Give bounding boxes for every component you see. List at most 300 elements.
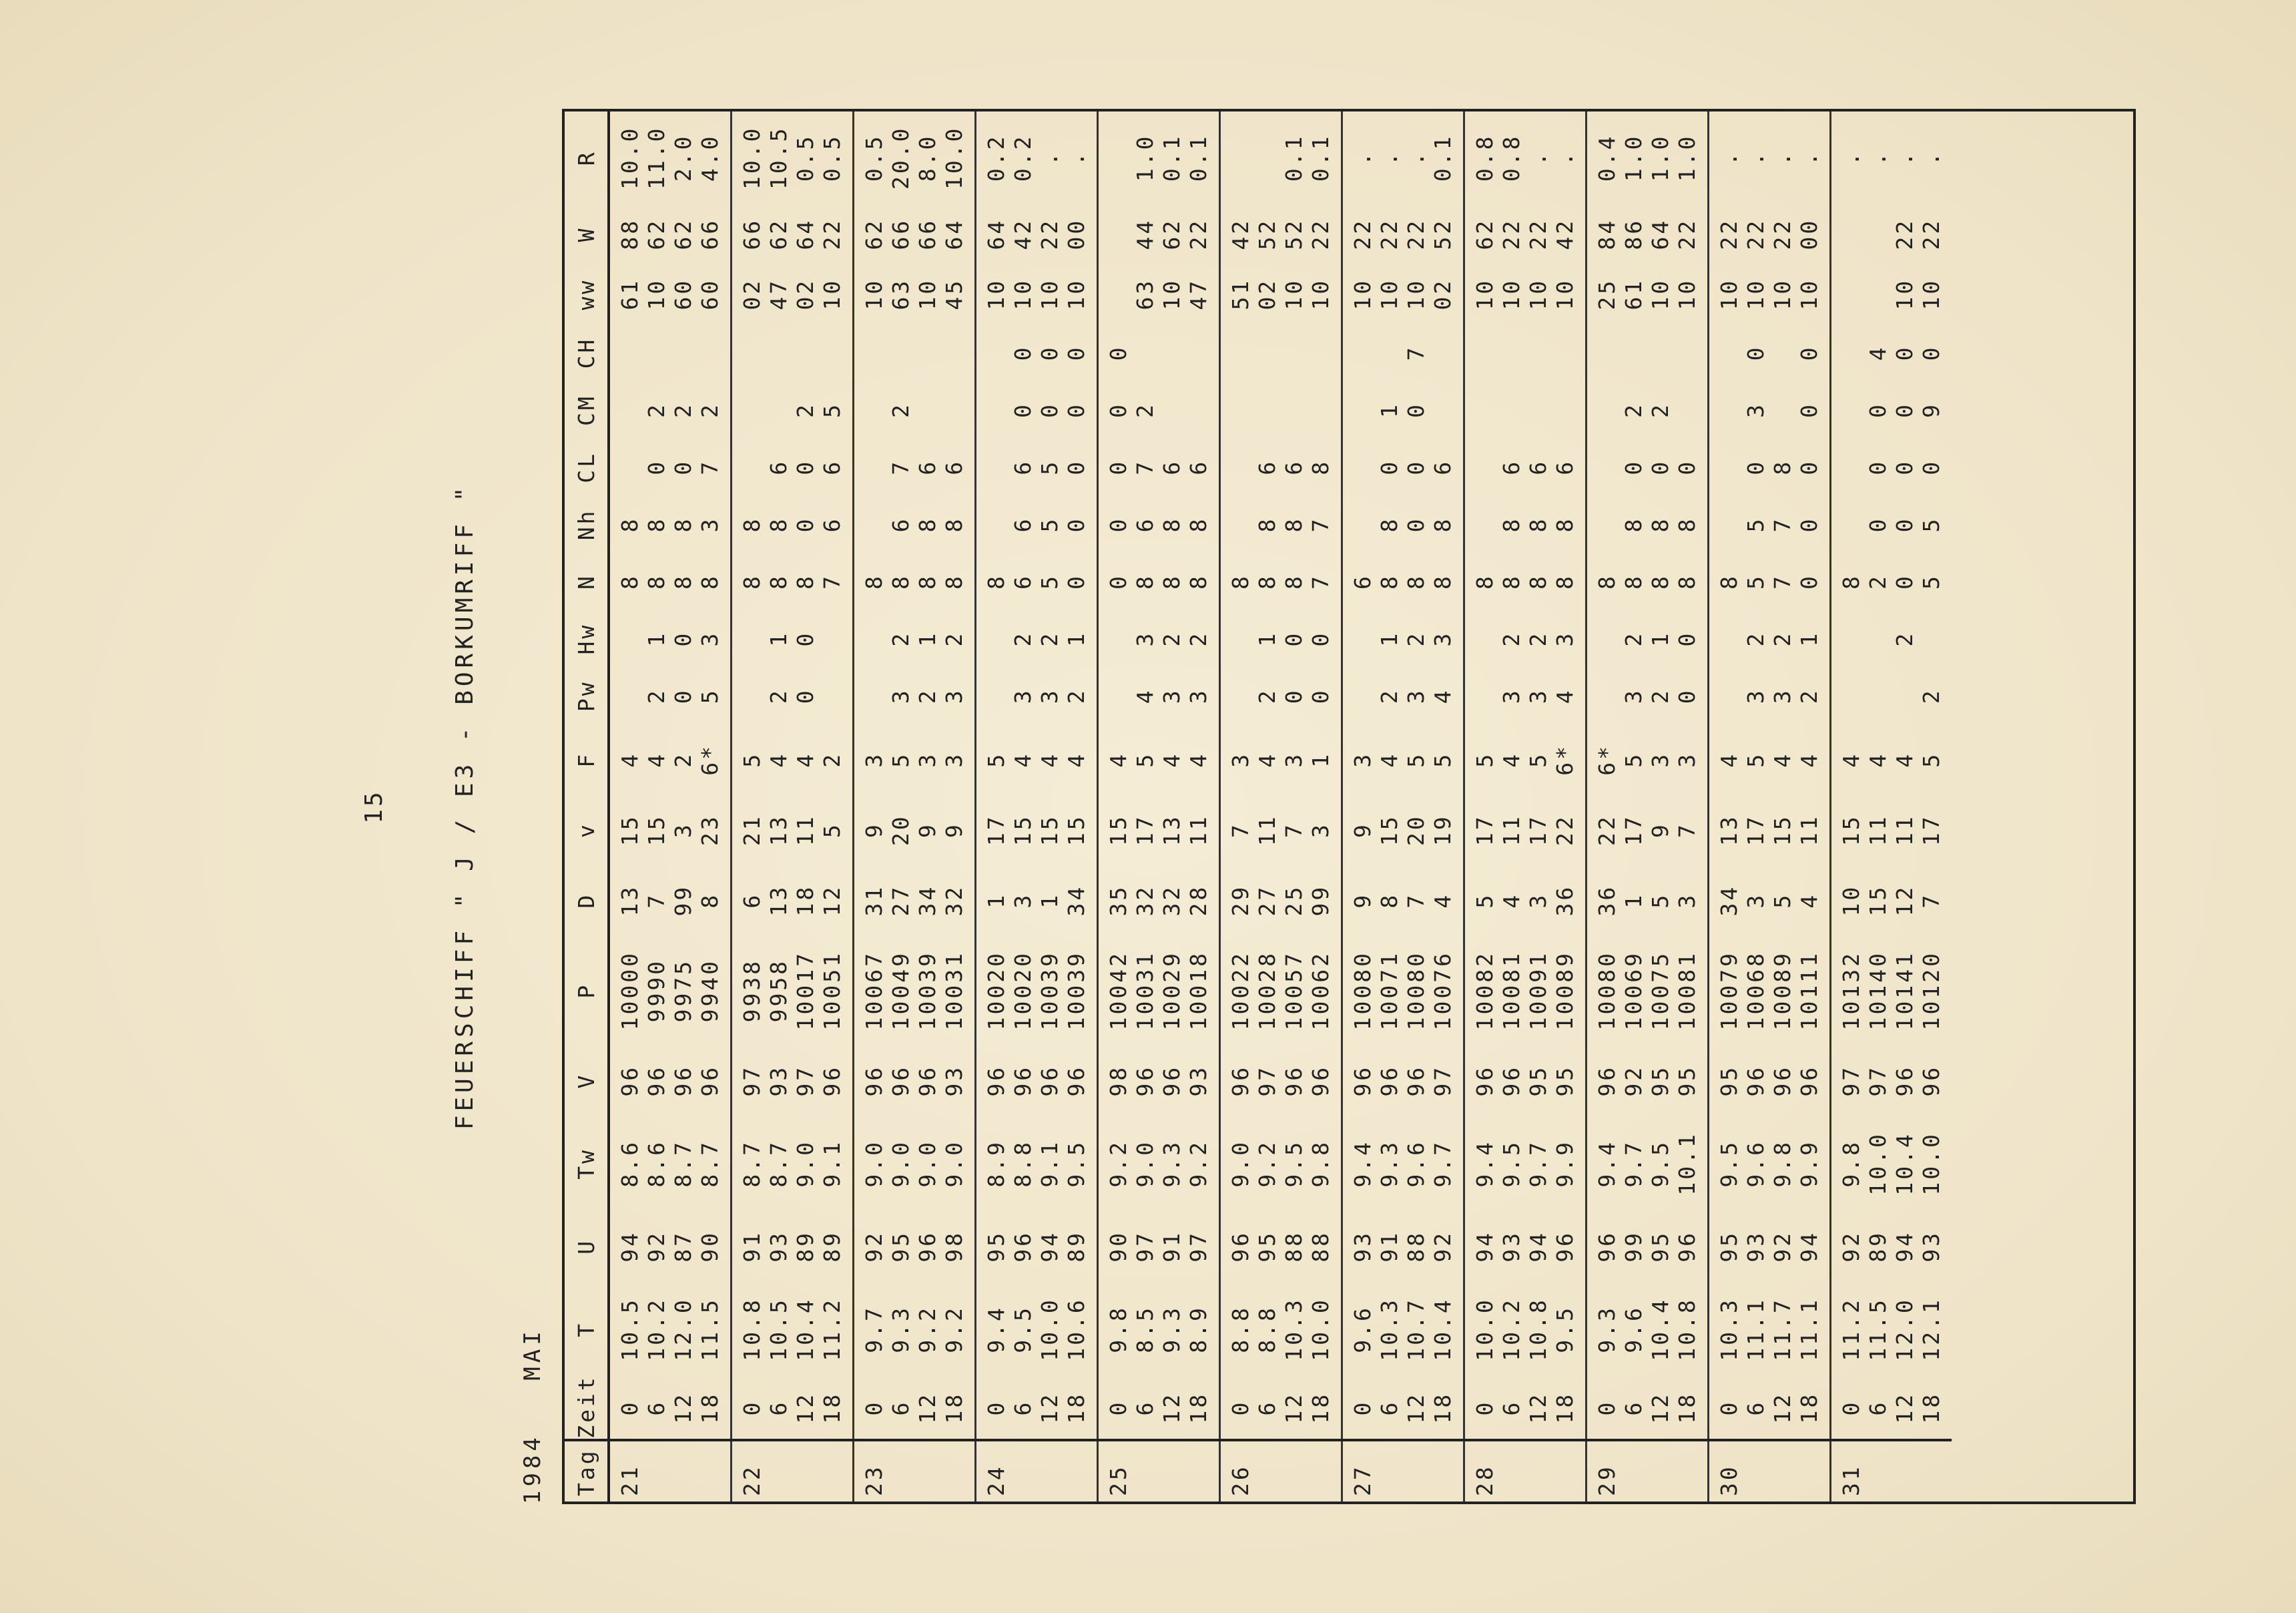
cell-value <box>983 439 1010 496</box>
cell-value: 4 <box>1430 892 1456 909</box>
cell-d <box>609 865 732 935</box>
cell-value: 3 <box>1674 892 1700 909</box>
cell-value: 92 <box>643 1230 669 1262</box>
cell-value: 11 <box>1796 814 1822 847</box>
cell-zeit <box>1709 1377 1831 1439</box>
cell-value <box>617 381 643 439</box>
cell-value: 5 <box>1403 751 1429 768</box>
cell-cm <box>609 381 732 439</box>
cell-u <box>1587 1211 1709 1281</box>
cell-v <box>1342 795 1464 865</box>
cell-pw <box>854 667 976 724</box>
cell-value: 2 <box>1796 688 1822 704</box>
cell-value <box>914 324 941 382</box>
cell-n <box>1098 553 1220 610</box>
cell-value: 10.0 <box>739 126 765 190</box>
cell-value: . <box>1769 150 1795 166</box>
cell-value: 44 <box>1132 218 1158 250</box>
column-header-ch: CH <box>565 324 609 382</box>
cell-value: 1 <box>1796 630 1822 647</box>
cell-value: 2 <box>1621 402 1647 419</box>
cell-value: . <box>1376 150 1402 166</box>
day-tag: 31 <box>1831 1440 1952 1502</box>
cell-r <box>1464 111 1587 204</box>
cell-value: 9 <box>941 822 967 839</box>
cell-value <box>1254 381 1281 439</box>
cell-value <box>1865 667 1892 724</box>
cell-value: 15 <box>1037 814 1063 847</box>
cell-pw <box>1831 667 1952 724</box>
cell-value: 10.4 <box>792 1297 818 1361</box>
cell-value: 10 <box>1037 278 1063 310</box>
cell-u <box>1220 1211 1342 1281</box>
cell-value: 95 <box>1647 1064 1673 1097</box>
cell-value: 8 <box>888 573 914 590</box>
cell-value: 6 <box>1254 459 1280 475</box>
cell-value: 64 <box>983 218 1009 250</box>
cell-value: 96 <box>1743 1064 1769 1097</box>
cell-value: 99 <box>1308 884 1334 917</box>
cell-value: 4 <box>1159 751 1185 768</box>
cell-value <box>1430 381 1456 439</box>
cell-value <box>888 324 914 382</box>
cell-v <box>1464 795 1587 865</box>
cell-value: 11.0 <box>643 126 669 190</box>
cell-value <box>1227 324 1254 382</box>
cell-t <box>1342 1282 1464 1377</box>
cell-value: 10.5 <box>617 1297 643 1361</box>
cell-value <box>617 667 643 724</box>
cell-value: 10080 <box>1350 951 1376 1031</box>
cell-zeit <box>854 1377 976 1439</box>
cell-ch <box>1587 324 1709 382</box>
cell-value: 20 <box>888 814 914 847</box>
cell-w <box>609 204 732 264</box>
cell-value: 12 <box>1647 1391 1673 1424</box>
cell-value: 0 <box>1063 516 1089 533</box>
cell-value: 8 <box>861 573 887 590</box>
cell-value: 9.0 <box>1227 1140 1253 1188</box>
cell-value: 10081 <box>1498 951 1524 1031</box>
cell-value: 10042 <box>1105 951 1131 1031</box>
cell-value: 12 <box>1403 1391 1429 1424</box>
cell-value: 62 <box>861 218 887 250</box>
cell-value: 0 <box>792 459 818 475</box>
cell-value <box>941 324 968 382</box>
cell-value: 0 <box>1838 1399 1864 1416</box>
cell-value: 9.5 <box>1552 1305 1578 1353</box>
cell-hw <box>1342 610 1464 668</box>
day-tag: 21 <box>609 1440 732 1502</box>
cell-value: 0 <box>1716 1399 1742 1416</box>
cell-value: 95 <box>1552 1064 1578 1097</box>
cell-value <box>1594 381 1621 439</box>
cell-value: 2 <box>1185 630 1211 647</box>
cell-value: 15 <box>1838 814 1864 847</box>
cell-value: 96 <box>1594 1064 1620 1097</box>
cell-u <box>1831 1211 1952 1281</box>
cell-p <box>1587 935 1709 1046</box>
column-header-cm: CM <box>565 381 609 439</box>
cell-hw <box>976 610 1098 668</box>
cell-value: 15 <box>1769 814 1795 847</box>
cell-value: 2 <box>643 688 669 704</box>
cell-value: 4 <box>1105 751 1131 768</box>
cell-value: 12 <box>1892 1391 1918 1424</box>
cell-value: . <box>1350 150 1376 166</box>
cell-value: 6 <box>819 459 845 475</box>
cell-value: 9940 <box>697 958 723 1023</box>
cell-value: 0 <box>670 688 696 704</box>
cell-hw <box>1464 610 1587 668</box>
cell-value: 84 <box>1594 218 1620 250</box>
cell-value <box>1838 667 1865 724</box>
cell-ch <box>1342 324 1464 382</box>
cell-value <box>643 324 670 382</box>
cell-value: 0 <box>1227 1399 1253 1416</box>
day-tag: 28 <box>1464 1440 1587 1502</box>
cell-value: 0.1 <box>1281 134 1307 182</box>
cell-d <box>1220 865 1342 935</box>
cell-value: 8 <box>1716 573 1742 590</box>
cell-value: 8.7 <box>670 1140 696 1188</box>
cell-tw <box>1342 1116 1464 1211</box>
cell-value: 17 <box>1918 814 1944 847</box>
cell-value: 18 <box>819 1391 845 1424</box>
cell-value <box>617 439 643 496</box>
day-tag: 30 <box>1709 1440 1831 1502</box>
day-row-24 <box>976 111 1098 1502</box>
cell-value: 0 <box>1594 1399 1620 1416</box>
cell-value <box>1865 264 1892 324</box>
cell-ww <box>1464 264 1587 324</box>
cell-value: 5 <box>1472 892 1498 909</box>
cell-value <box>1865 610 1892 668</box>
cell-value: 22 <box>1716 218 1742 250</box>
cell-value <box>983 381 1010 439</box>
cell-value: 9.3 <box>1159 1140 1185 1188</box>
cell-value: 9.3 <box>1376 1140 1402 1188</box>
cell-value: 97 <box>739 1064 765 1097</box>
cell-ch <box>1709 324 1831 382</box>
cell-value: 19 <box>1430 814 1456 847</box>
cell-value: 22 <box>1403 218 1429 250</box>
cell-value: 6 <box>1159 459 1185 475</box>
cell-value: 9.5 <box>1281 1140 1307 1188</box>
column-header-v: v <box>565 795 609 865</box>
cell-value: 10089 <box>1769 951 1795 1031</box>
cell-cm <box>1220 381 1342 439</box>
cell-value: 3 <box>1743 688 1769 704</box>
cell-value: 8 <box>670 573 696 590</box>
cell-value: 0 <box>1892 516 1918 533</box>
day-row-28 <box>1464 111 1587 1502</box>
cell-value: 6 <box>1254 1399 1280 1416</box>
cell-ww <box>609 264 732 324</box>
cell-ch <box>1831 324 1952 382</box>
day-row-26 <box>1220 111 1342 1502</box>
cell-value: 10.0 <box>941 126 967 190</box>
cell-value: 12 <box>1525 1391 1551 1424</box>
cell-value: 8 <box>617 573 643 590</box>
cell-value: 0 <box>617 1399 643 1416</box>
month: MAI <box>519 1327 546 1381</box>
cell-value: 02 <box>792 278 818 310</box>
cell-value <box>1838 381 1865 439</box>
cell-value: 29 <box>1227 884 1253 917</box>
cell-value: 62 <box>643 218 669 250</box>
cell-nh <box>854 496 976 553</box>
cell-value: 0 <box>1105 1399 1131 1416</box>
cell-value: 1 <box>1647 630 1673 647</box>
cell-value: 96 <box>914 1064 940 1097</box>
cell-value <box>1865 204 1892 264</box>
cell-value <box>1716 610 1743 668</box>
cell-value: 1.0 <box>1674 134 1700 182</box>
cell-value: 4 <box>643 751 669 768</box>
cell-value: 0.5 <box>819 134 845 182</box>
cell-value: 42 <box>1010 218 1036 250</box>
cell-value: 66 <box>914 218 940 250</box>
cell-value: 10141 <box>1892 951 1918 1031</box>
cell-value: 10062 <box>1308 951 1334 1031</box>
cell-value: 22 <box>1594 814 1620 847</box>
cell-value: 10 <box>1376 278 1402 310</box>
cell-t <box>1587 1282 1709 1377</box>
cell-value: 10.8 <box>1525 1297 1551 1361</box>
cell-value: 4 <box>1132 688 1158 704</box>
cell-value: 4.0 <box>697 134 723 182</box>
cell-value: 92 <box>1430 1230 1456 1262</box>
weather-observation-table <box>565 111 1952 1502</box>
cell-value <box>1350 496 1376 553</box>
cell-cl <box>732 439 854 496</box>
column-header-cl: CL <box>565 439 609 496</box>
cell-value: 10 <box>1525 278 1551 310</box>
cell-p <box>609 935 732 1046</box>
cell-value <box>1132 324 1159 382</box>
column-header-w: W <box>565 204 609 264</box>
cell-value: 94 <box>1892 1230 1918 1262</box>
cell-value: 10020 <box>1010 951 1036 1031</box>
cell-value <box>1716 496 1743 553</box>
cell-value: 15 <box>1010 814 1036 847</box>
cell-value: 2 <box>941 630 967 647</box>
cell-value: 12.1 <box>1918 1297 1944 1361</box>
cell-value <box>1105 111 1132 204</box>
cell-value: 9.1 <box>1037 1140 1063 1188</box>
cell-value: 8 <box>1594 573 1620 590</box>
cell-value: 15 <box>1865 884 1891 917</box>
cell-value: 8 <box>766 573 792 590</box>
cell-value: 0 <box>792 688 818 704</box>
cell-value: 10.0 <box>1865 1132 1891 1196</box>
cell-v <box>1831 1046 1952 1116</box>
cell-value: 3 <box>1350 751 1376 768</box>
cell-value: 5 <box>1525 751 1551 768</box>
cell-value: 89 <box>819 1230 845 1262</box>
day-tag: 27 <box>1342 1440 1464 1502</box>
cell-f <box>1831 724 1952 794</box>
cell-value: 8 <box>914 573 940 590</box>
table-header-row <box>565 111 609 1502</box>
cell-value: 10029 <box>1159 951 1185 1031</box>
cell-value: 4 <box>1796 751 1822 768</box>
cell-value: 8.0 <box>914 134 940 182</box>
cell-value: 8.7 <box>766 1140 792 1188</box>
cell-value: 0.2 <box>1010 134 1036 182</box>
cell-value: 3 <box>1743 402 1769 419</box>
cell-value: 18 <box>1796 1391 1822 1424</box>
cell-f <box>1709 724 1831 794</box>
cell-tw <box>1220 1116 1342 1211</box>
cell-value: 11 <box>1254 814 1280 847</box>
column-header-tag: Tag <box>565 1440 609 1502</box>
cell-value: 0.5 <box>861 134 887 182</box>
cell-value: 0.1 <box>1159 134 1185 182</box>
cell-value: 2 <box>1132 402 1158 419</box>
cell-d <box>1464 865 1587 935</box>
cell-value: 96 <box>1918 1064 1944 1097</box>
cell-value: 8 <box>643 516 669 533</box>
cell-value: 66 <box>697 218 723 250</box>
cell-value: 9.6 <box>1350 1305 1376 1353</box>
cell-n <box>1709 553 1831 610</box>
cell-value <box>1552 381 1579 439</box>
cell-value: 4 <box>1769 751 1795 768</box>
document-title: FEUERSCHIFF " J / E3 - BORKUMRIFF " <box>451 483 479 1130</box>
cell-value <box>1525 381 1552 439</box>
cell-value: 15 <box>1376 814 1402 847</box>
cell-value: 17 <box>1621 814 1647 847</box>
cell-value: 0 <box>1865 459 1891 475</box>
cell-value: 32 <box>1132 884 1158 917</box>
cell-value: 10.3 <box>1281 1297 1307 1361</box>
cell-value: 10082 <box>1472 951 1498 1031</box>
cell-value: 6 <box>1552 459 1578 475</box>
cell-value: 6 <box>1743 1399 1769 1416</box>
cell-value: 8.9 <box>1185 1305 1211 1353</box>
cell-value: 8 <box>1525 516 1551 533</box>
cell-value: 9.0 <box>888 1140 914 1188</box>
cell-value: 6 <box>1350 573 1376 590</box>
cell-nh <box>1098 496 1220 553</box>
cell-value: 93 <box>1498 1230 1524 1262</box>
cell-ww <box>1709 264 1831 324</box>
cell-v <box>1587 795 1709 865</box>
cell-value: 0 <box>1063 459 1089 475</box>
cell-value: 11.1 <box>1743 1297 1769 1361</box>
cell-value <box>1227 439 1254 496</box>
day-row-29 <box>1587 111 1709 1502</box>
cell-v <box>1098 795 1220 865</box>
cell-value: 8 <box>697 892 723 909</box>
cell-value: 96 <box>1350 1064 1376 1097</box>
cell-value: 96 <box>1498 1064 1524 1097</box>
cell-value: 8 <box>1308 459 1334 475</box>
cell-value: 8 <box>1552 516 1578 533</box>
cell-value: 10 <box>983 278 1009 310</box>
cell-value: 95 <box>888 1230 914 1262</box>
cell-value: 4 <box>766 751 792 768</box>
cell-value: 97 <box>792 1064 818 1097</box>
cell-value: 9.7 <box>1525 1140 1551 1188</box>
cell-n <box>976 553 1098 610</box>
cell-value: 0 <box>861 1399 887 1416</box>
cell-value: 12.0 <box>670 1297 696 1361</box>
cell-value <box>1498 381 1525 439</box>
cell-f <box>1342 724 1464 794</box>
cell-value: 10.4 <box>1647 1297 1673 1361</box>
cell-value: 0 <box>1281 630 1307 647</box>
cell-value: 13 <box>766 884 792 917</box>
cell-value: 10057 <box>1281 951 1307 1031</box>
cell-f <box>609 724 732 794</box>
cell-value: 2 <box>888 630 914 647</box>
cell-value: 8 <box>739 573 765 590</box>
cell-tw <box>732 1116 854 1211</box>
day-tag: 29 <box>1587 1440 1709 1502</box>
cell-value: 11.2 <box>819 1297 845 1361</box>
cell-value: 2 <box>1498 630 1524 647</box>
cell-value: 10020 <box>983 951 1009 1031</box>
cell-value: 0 <box>1796 459 1822 475</box>
cell-r <box>1220 111 1342 204</box>
cell-value: 8 <box>1498 573 1524 590</box>
day-tag: 26 <box>1220 1440 1342 1502</box>
cell-value: 0 <box>1037 344 1063 361</box>
cell-value <box>1838 496 1865 553</box>
cell-hw <box>1831 610 1952 668</box>
cell-t <box>1098 1282 1220 1377</box>
cell-nh <box>1831 496 1952 553</box>
cell-value: 66 <box>739 218 765 250</box>
cell-value: . <box>1403 150 1429 166</box>
cell-value <box>1769 381 1796 439</box>
cell-value: 10079 <box>1716 951 1742 1031</box>
cell-value: 60 <box>670 278 696 310</box>
cell-value: 1.0 <box>1621 134 1647 182</box>
cell-value: 1 <box>766 630 792 647</box>
cell-value: 10132 <box>1838 951 1864 1031</box>
cell-value: 2 <box>1010 630 1036 647</box>
cell-value: 9 <box>1350 892 1376 909</box>
cell-value: 96 <box>1796 1064 1822 1097</box>
cell-value: 6 <box>1185 459 1211 475</box>
cell-value: 5 <box>888 751 914 768</box>
cell-zeit <box>976 1377 1098 1439</box>
cell-value <box>861 381 888 439</box>
cell-v <box>976 795 1098 865</box>
cell-value: 10.8 <box>1674 1297 1700 1361</box>
cell-value: 63 <box>1132 278 1158 310</box>
cell-value: . <box>1063 150 1089 166</box>
cell-hw <box>1220 610 1342 668</box>
cell-r <box>732 111 854 204</box>
cell-ww <box>1587 264 1709 324</box>
cell-value: 4 <box>1838 751 1864 768</box>
cell-value <box>766 324 792 382</box>
cell-value: 2 <box>670 751 696 768</box>
cell-value: 5 <box>983 751 1009 768</box>
cell-value: 18 <box>697 1391 723 1424</box>
cell-value: 4 <box>1063 751 1089 768</box>
cell-value: 9.5 <box>1010 1305 1036 1353</box>
cell-value: 0.2 <box>983 134 1009 182</box>
cell-value: 0 <box>1308 688 1334 704</box>
cell-value: 91 <box>1376 1230 1402 1262</box>
cell-value: 8 <box>1472 573 1498 590</box>
